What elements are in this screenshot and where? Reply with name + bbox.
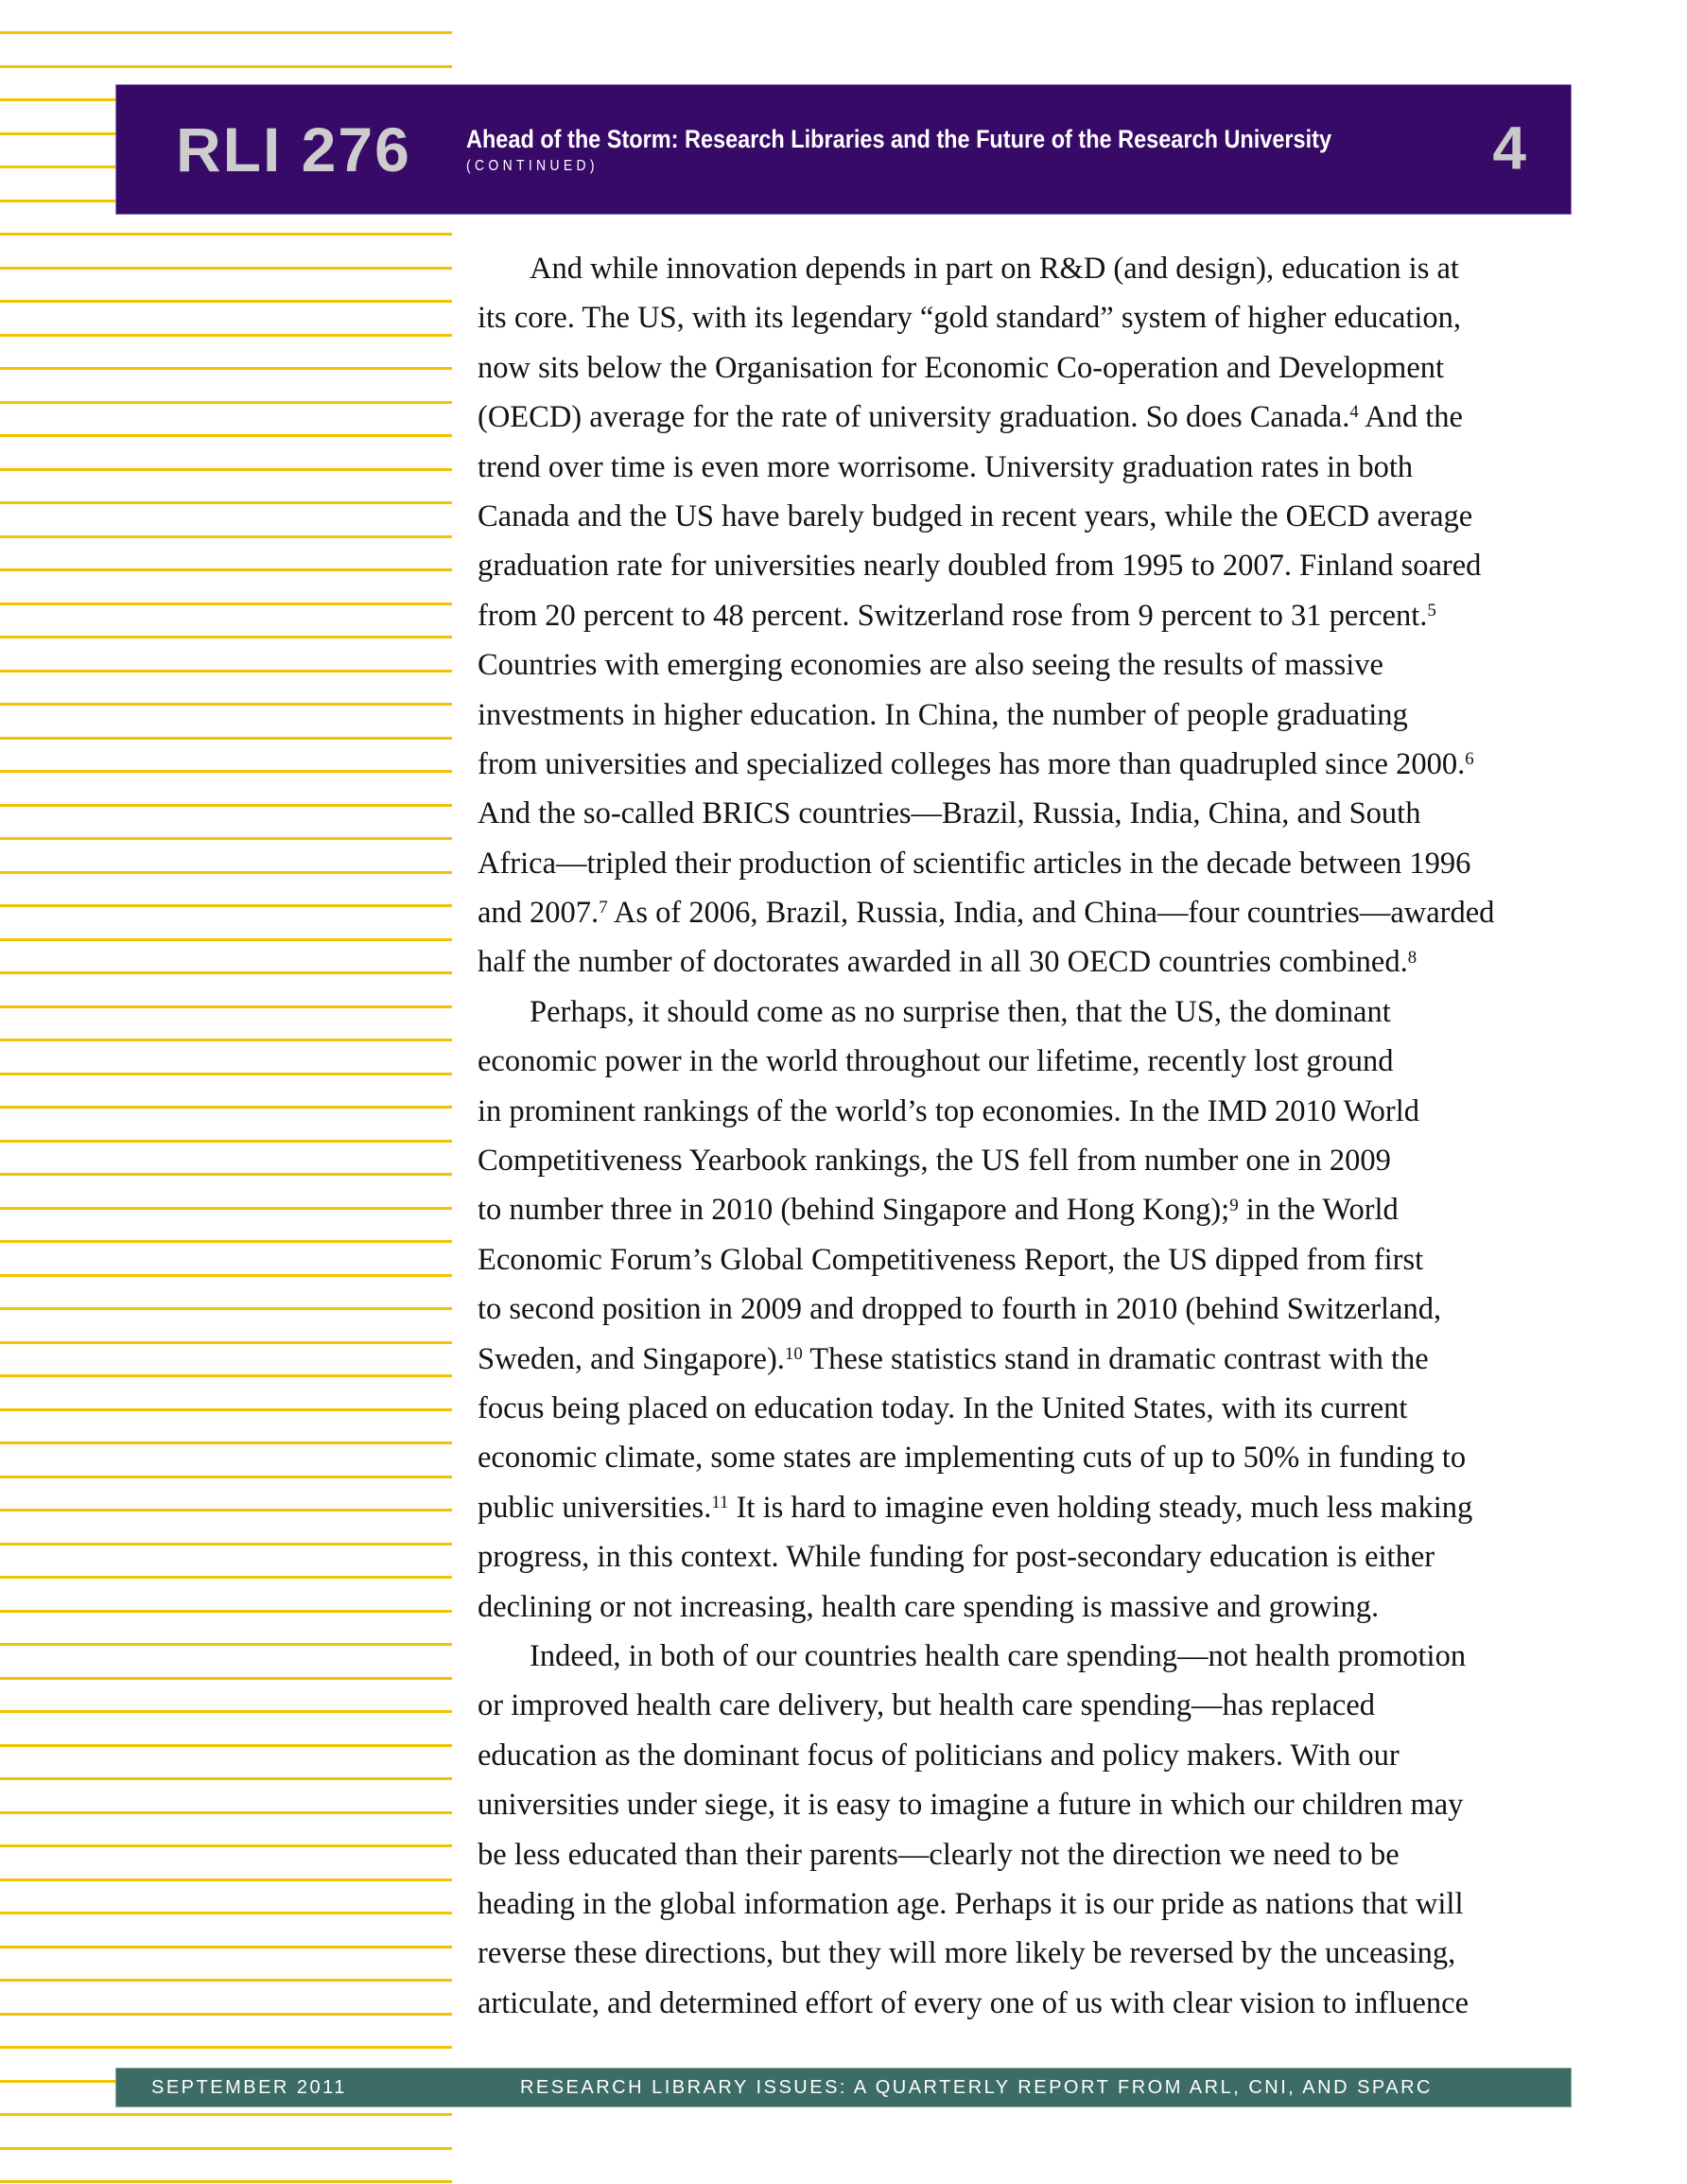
body-text-line: Perhaps, it should come as no surprise then, that the US, the dominant [530,994,1391,1029]
body-text-line: economic climate, some states are implementing cuts of up to 50% in funding to [478,1441,1467,1476]
rule-line [0,367,452,370]
rule-line [0,1374,452,1377]
issue-number: RLI 276 [176,114,411,184]
rule-line [0,31,452,34]
rule-line [0,1274,452,1277]
rule-line [0,1643,452,1646]
rule-line [0,1610,452,1613]
rule-line [0,1878,452,1881]
rule-line [0,837,452,840]
rule-line [0,300,452,303]
body-text-line: Indeed, in both of our countries health care spending—not health promotion [530,1638,1467,1673]
rule-line [0,904,452,907]
rule-line [0,1811,452,1814]
rule-line [0,770,452,773]
body-text-line: Canada and the US have barely budged in recent years, while the OECD average [478,498,1473,533]
body-text-line: reverse these directions, but they will more likely be reversed by the unceasing, [478,1936,1456,1971]
body-text-line: from 20 percent to 48 percent. Switzerland rose from 9 percent to 31 percent.$^5$ [478,598,1436,633]
body-text-line: and 2007.$^7$ As of 2006, Brazil, Russia, India, and China—four countries—awarded [478,896,1495,931]
rule-line [0,2113,452,2116]
rule-line [0,267,452,270]
rule-line [0,1476,452,1478]
rule-line [0,804,452,807]
body-text-line: education as the dominant focus of politicians and policy makers. With our [478,1738,1400,1773]
rule-line [0,938,452,941]
body-text-line: graduation rate for universities nearly doubled from 1995 to 2007. Finland soared [478,549,1482,584]
body-text-line: economic power in the world throughout our lifetime, recently lost ground [478,1044,1394,1079]
rule-line [0,1979,452,1982]
body-text-line: Economic Forum’s Global Competitiveness Report, the US dipped from first [478,1242,1424,1277]
rule-line [0,1307,452,1310]
body-text-line: declining or not increasing, health care spending is massive and growing. [478,1589,1380,1624]
article-title: Ahead of the Storm: Research Libraries and the Future of the Research University [465,124,1331,153]
rule-line [0,1946,452,1948]
rule-line [0,703,452,706]
body-text-line: universities under siege, it is easy to imagine a future in which our children may [478,1788,1464,1823]
rule-line [0,670,452,673]
rule-line [0,434,452,437]
footer-publication: RESEARCH LIBRARY ISSUES: A QUARTERLY REPORT FROM ARL, CNI, AND SPARC [519,2076,1433,2098]
body-text-line: now sits below the Organisation for Economic Co-operation and Development [478,350,1445,385]
body-text-line: And while innovation depends in part on R&D (and design), education is at [530,252,1459,286]
page-number: 4 [1492,114,1526,183]
rule-line [0,401,452,404]
rule-line [0,1341,452,1344]
body-text-line: progress, in this context. While funding for post-secondary education is either [478,1540,1435,1575]
rule-line [0,1543,452,1546]
continued-label: (CONTINUED) [465,157,599,174]
body-text-line: to number three in 2010 (behind Singapore and Hong Kong);$^9$ in the World [478,1193,1399,1228]
rule-line [0,1576,452,1579]
rule-line [0,2180,452,2183]
body-text-line: from universities and specialized colleges has more than quadrupled since 2000.$^6$ [478,746,1474,781]
rule-line [0,1677,452,1680]
body-text-line: (OECD) average for the rate of university graduation. So does Canada.$^4$ And the [478,400,1463,435]
rule-line [0,1509,452,1511]
footer-bar [115,2068,1572,2107]
rule-line [0,636,452,638]
body-text-line: public universities.$^{11}$ It is hard to imagine even holding steady, much less making [478,1490,1473,1525]
footer-date: SEPTEMBER 2011 [151,2076,347,2098]
body-text-line: And the so-called BRICS countries—Brazil, Russia, India, China, and South [478,796,1421,831]
rule-line [0,971,452,974]
body-text-line: articulate, and determined effort of every one of us with clear vision to influence [478,1985,1470,2020]
rule-line [0,1710,452,1713]
rule-line [0,1173,452,1176]
body-text-line: Sweden, and Singapore).$^{10}$ These statistics stand in dramatic contrast with the [478,1341,1429,1376]
body-text-line: to second position in 2009 and dropped to fourth in 2010 (behind Switzerland, [478,1292,1442,1327]
rule-line [0,603,452,605]
body-text-line: in prominent rankings of the world’s top economies. In the IMD 2010 World [478,1093,1420,1128]
rule-line [0,1777,452,1780]
body-text-line: be less educated than their parents—clearly not the direction we need to be [478,1837,1400,1872]
rule-line [0,1039,452,1041]
body-text-line: half the number of doctorates awarded in all 30 OECD countries combined.$^8$ [478,945,1417,980]
body-text-line: heading in the global information age. Perhaps it is our pride as nations that will [478,1886,1464,1921]
body-text-line: its core. The US, with its legendary “gold standard” system of higher education, [478,301,1462,336]
rule-line [0,1106,452,1109]
body-text-line: focus being placed on education today. In the United States, with its current [478,1390,1408,1425]
rule-line [0,233,452,236]
rule-line [0,2147,452,2150]
rule-line [0,535,452,538]
issue-banner [115,84,1572,215]
body-text-line: investments in higher education. In China, the number of people graduating [478,697,1408,732]
body-text-line: Africa—tripled their production of scientific articles in the decade between 1996 [478,846,1471,881]
rule-line [0,568,452,571]
rule-line [0,1844,452,1847]
body-text-line: trend over time is even more worrisome. University graduation rates in both [478,449,1414,484]
rule-line [0,1240,452,1243]
rule-line [0,871,452,874]
rule-line [0,468,452,471]
rule-line [0,1207,452,1210]
rule-line [0,1744,452,1747]
rule-line [0,1408,452,1411]
body-text-line: Countries with emerging economies are also seeing the results of massive [478,648,1383,683]
rule-line [0,737,452,740]
rule-line [0,2046,452,2049]
rule-line [0,1912,452,1914]
article-body [478,244,1574,2028]
rule-line [0,501,452,504]
rule-line [0,1140,452,1143]
rule-line [0,65,452,68]
rule-line [0,2013,452,2016]
rule-line [0,1005,452,1008]
rule-line [0,334,452,337]
rule-line [0,1441,452,1444]
body-text-line: or improved health care delivery, but health care spending—has replaced [478,1688,1376,1723]
rule-line [0,1073,452,1075]
article-title-block [466,125,1331,175]
body-text-line: Competitiveness Yearbook rankings, the US fell from number one in 2009 [478,1144,1391,1179]
